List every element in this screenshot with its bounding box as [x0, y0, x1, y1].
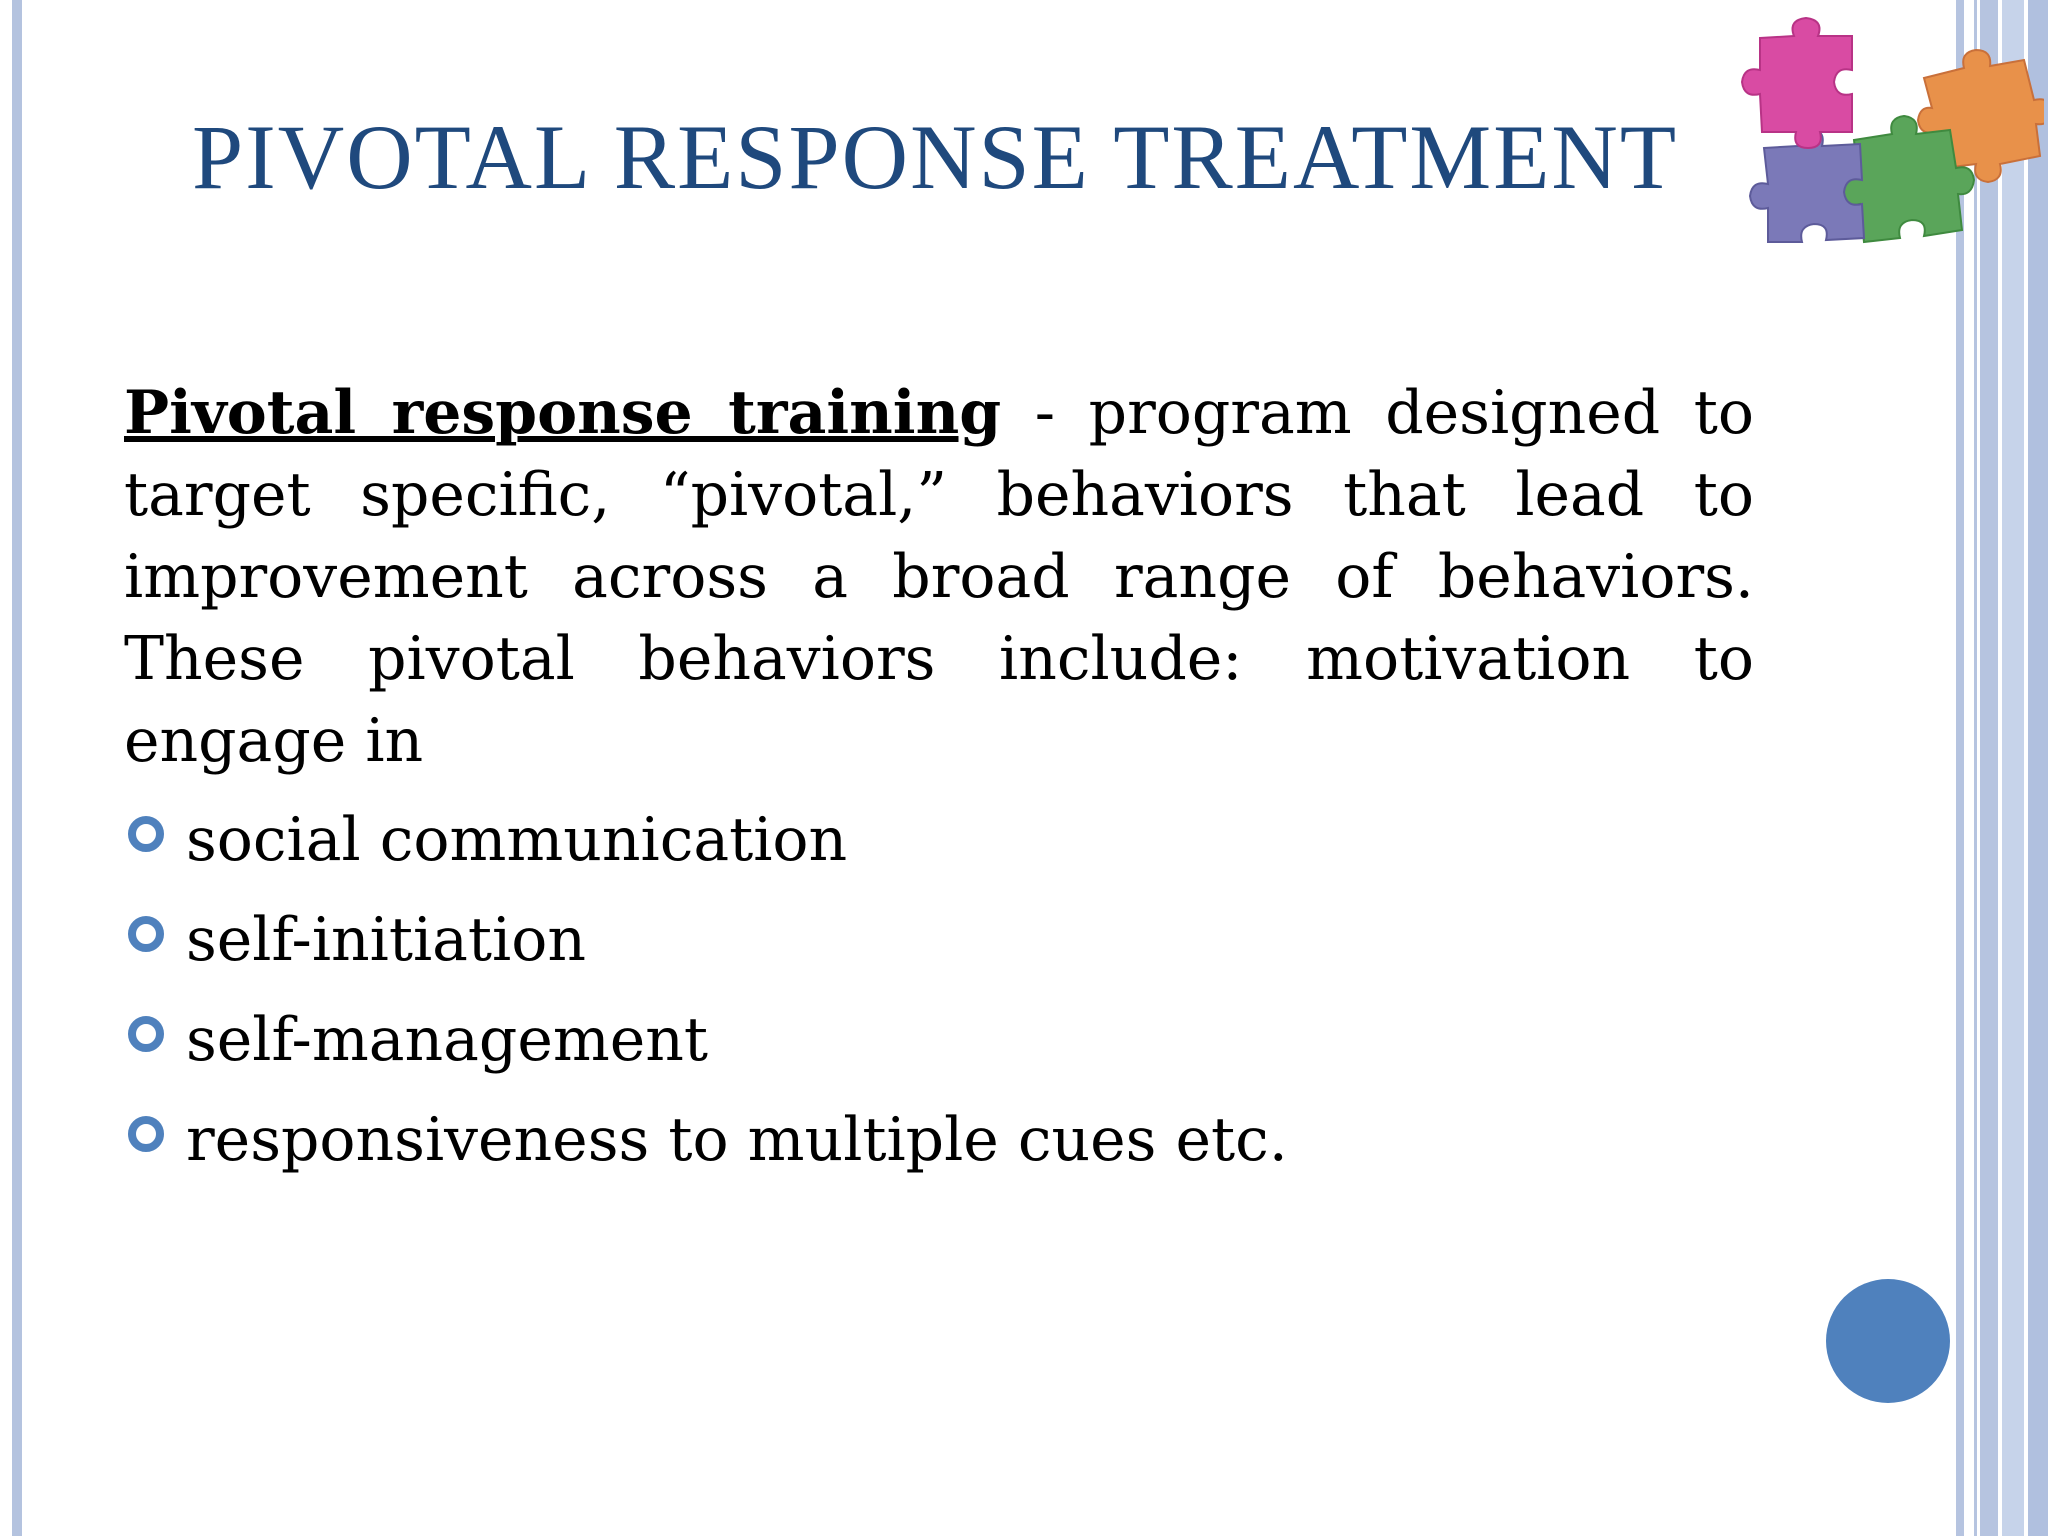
slide-title: PIVOTAL RESPONSE TREATMENT — [192, 106, 1679, 208]
bullet-circle-icon — [128, 916, 164, 952]
definition-text: - program designed to target specific, “pivotal,” behaviors that lead to improvement across a broad range of behaviors. These pivotal behaviors include: motivation to engage in — [124, 378, 1754, 776]
definition-term: Pivotal response training — [124, 378, 1002, 448]
list-item-label: self-management — [186, 1005, 708, 1075]
list-item-label: social communication — [186, 805, 848, 875]
puzzle-pieces-icon — [1724, 8, 2044, 248]
list-item-label: responsiveness to multiple cues etc. — [186, 1105, 1288, 1175]
list-item — [124, 996, 1288, 1096]
bullet-circle-icon — [128, 816, 164, 852]
bullet-circle-icon — [128, 1016, 164, 1052]
decorative-circle — [1826, 1279, 1950, 1403]
list-item — [124, 1096, 1288, 1196]
left-border-bar — [12, 0, 22, 1536]
bullet-circle-icon — [128, 1116, 164, 1152]
list-item — [124, 896, 1288, 996]
puzzle-piece-pink — [1742, 18, 1852, 148]
list-item-label: self-initiation — [186, 905, 586, 975]
definition-paragraph — [124, 372, 1754, 782]
behavior-list — [124, 796, 1288, 1196]
list-item — [124, 796, 1288, 896]
